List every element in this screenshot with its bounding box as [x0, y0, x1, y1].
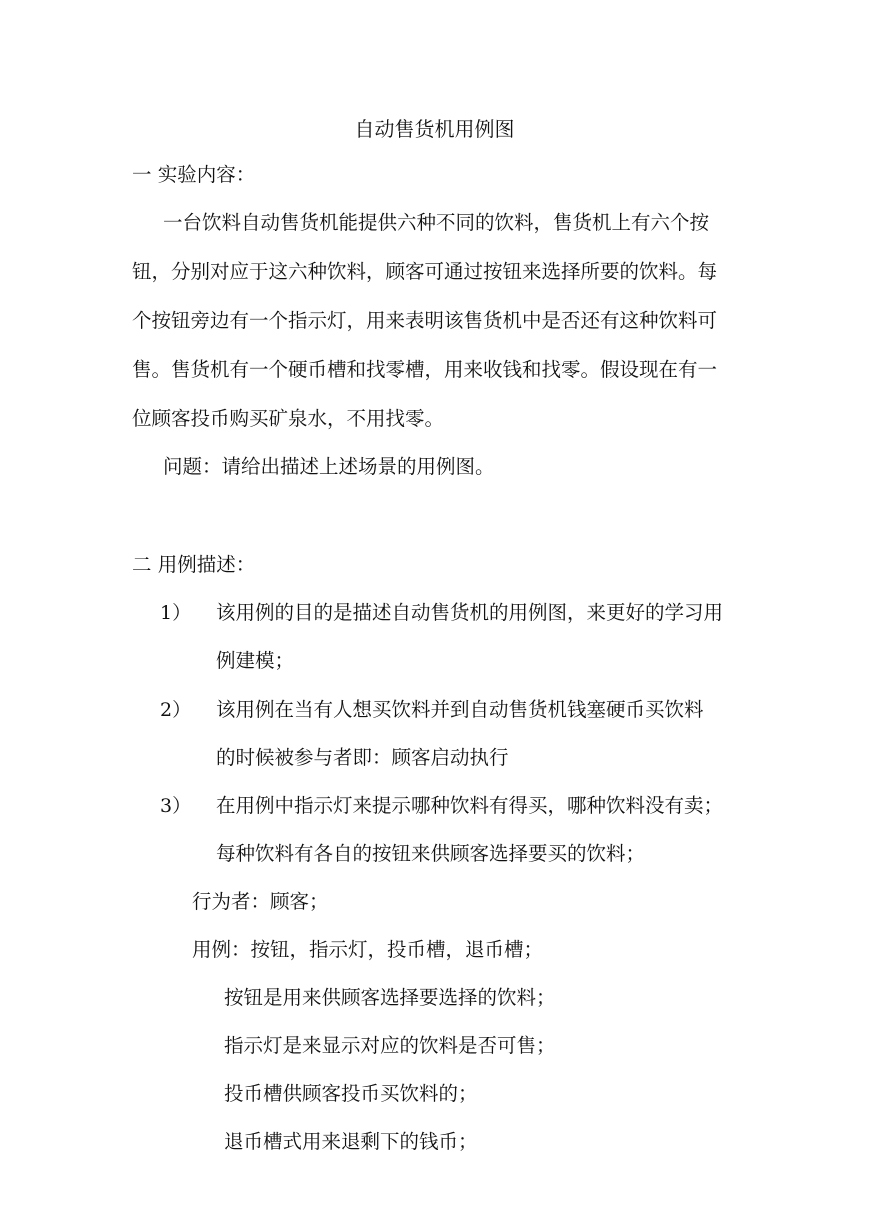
- item-number: 1）: [160, 602, 192, 624]
- usecase-detail: 投币槽供顾客投币买饮料的；: [224, 1082, 478, 1105]
- paragraph-line: 一台饮料自动售货机能提供六种不同的饮料，售货机上有六个按: [163, 211, 710, 234]
- actor-line: 行为者：顾客；: [192, 890, 329, 913]
- item-line: 例建模；: [216, 649, 295, 672]
- paragraph-line: 售。售货机有一个硬币槽和找零槽，用来收钱和找零。假设现在有一: [132, 358, 718, 381]
- usecase-detail: 按钮是用来供顾客选择要选择的饮料；: [224, 986, 556, 1009]
- item-line: 在用例中指示灯来提示哪种饮料有得买，哪种饮料没有卖；: [216, 794, 724, 817]
- paragraph-line: 位顾客投币购买矿泉水，不用找零。: [132, 407, 445, 430]
- item-line: 该用例的目的是描述自动售货机的用例图，来更好的学习用: [216, 601, 724, 624]
- section2-heading: 二 用例描述：: [132, 553, 256, 576]
- item-number: 2）: [160, 699, 192, 721]
- usecase-detail: 退币槽式用来退剩下的钱币；: [224, 1130, 478, 1153]
- section1-heading: 一 实验内容：: [132, 163, 256, 186]
- paragraph-line: 个按钮旁边有一个指示灯，用来表明该售货机中是否还有这种饮料可: [132, 309, 718, 332]
- item-line: 的时候被参与者即：顾客启动执行: [216, 746, 509, 769]
- usecase-detail: 指示灯是来显示对应的饮料是否可售；: [224, 1034, 556, 1057]
- item-line: 每种饮料有各自的按钮来供顾客选择要买的饮料；: [216, 842, 646, 865]
- item-number: 3）: [160, 795, 192, 817]
- document-title: 自动售货机用例图: [354, 117, 515, 141]
- question-line: 问题：请给出描述上述场景的用例图。: [163, 455, 495, 478]
- item-line: 该用例在当有人想买饮料并到自动售货机钱塞硬币买饮料: [216, 698, 704, 721]
- paragraph-line: 钮，分别对应于这六种饮料，顾客可通过按钮来选择所要的饮料。每: [132, 260, 718, 283]
- usecase-line: 用例：按钮，指示灯，投币槽，退币槽；: [192, 938, 544, 961]
